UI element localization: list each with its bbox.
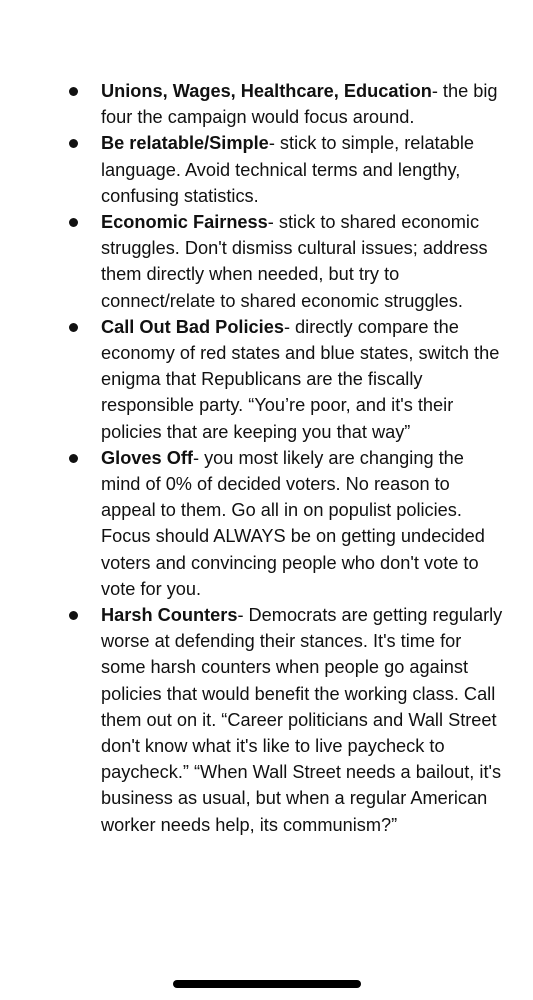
bullet-title: Harsh Counters: [101, 605, 238, 626]
bullet-text: - Democrats are getting regularly worse at defending their stances. It's time for some harsh counters when people go against policies that would benefit the working class. Call them out on it. “Career politicians and Wall Street don't know what it's like to live paycheck to paycheck.” “When Wall Street needs a bailout, it's business as usual, but when a regular American worker needs help, its communism?”: [101, 605, 503, 835]
bullet-title: Be relatable/Simple: [101, 133, 269, 154]
document-body: [0, 78, 533, 838]
bullet-text: - you most likely are changing the mind of 0% of decided voters. No reason to appeal to them. Go all in on populist policies. Focus should ALWAYS be on getting undecided voters and convincing people who don't vote to vote for you.: [101, 447, 485, 599]
bullet-item-big-four: [0, 78, 533, 130]
bullet-list: [0, 78, 533, 838]
bullet-item-gloves-off: [0, 445, 533, 602]
bullet-item-economic-fairness: [0, 209, 533, 314]
home-indicator[interactable]: [173, 980, 361, 988]
bullet-dot-icon: [69, 454, 78, 463]
bullet-text: - stick to shared economic struggles. Don't dismiss cultural issues; address them directly when needed, but try to connect/relate to shared economic struggles.: [101, 212, 488, 311]
bullet-text: - the big four the campaign would focus around.: [101, 81, 498, 128]
bullet-title: Economic Fairness: [101, 212, 268, 233]
bullet-dot-icon: [69, 139, 78, 148]
bullet-dot-icon: [69, 323, 78, 332]
bullet-dot-icon: [69, 87, 78, 96]
bullet-title: Unions, Wages, Healthcare, Education: [101, 81, 432, 101]
bullet-item-bad-policies: [0, 314, 533, 445]
bullet-dot-icon: [69, 611, 78, 620]
bullet-text: - stick to simple, relatable language. Avoid technical terms and lengthy, confusing statistics.: [101, 133, 474, 206]
bullet-title: Call Out Bad Policies: [101, 316, 284, 337]
bullet-item-relatable: [0, 130, 533, 209]
bullet-dot-icon: [69, 218, 78, 227]
bullet-title: Gloves Off: [101, 447, 193, 468]
bullet-item-harsh-counters: [0, 602, 533, 838]
bullet-text: - directly compare the economy of red states and blue states, switch the enigma that Republicans are the fiscally responsible party. “You’re poor, and it's their policies that are keeping you that way”: [101, 316, 500, 442]
